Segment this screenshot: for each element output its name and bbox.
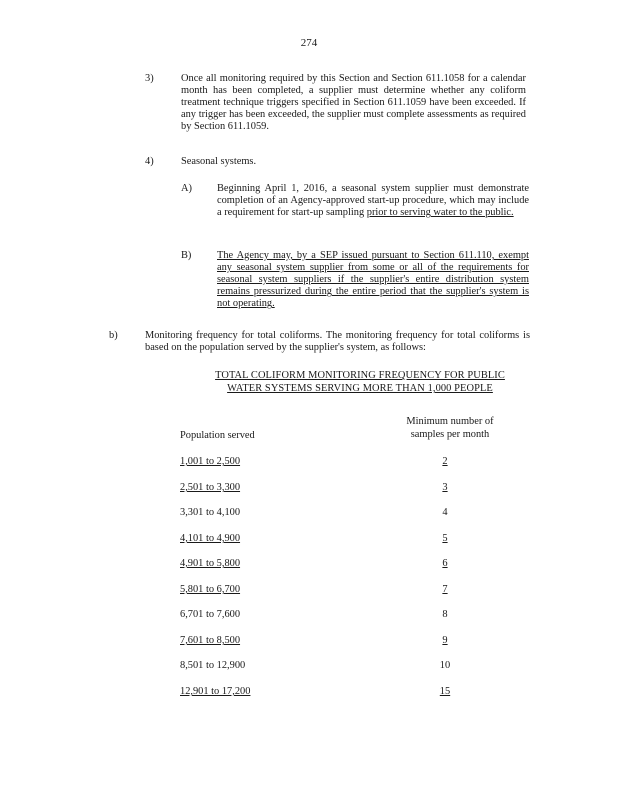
table-row-samples: 3 — [442, 482, 448, 493]
item-4-label: 4) — [145, 156, 154, 167]
table-row-samples: 4 — [442, 507, 448, 518]
column-header-samples — [395, 416, 505, 441]
item-3-label: 3) — [145, 73, 154, 84]
table-row-population: 5,801 to 6,700 — [180, 584, 241, 595]
table-row-population: 4,101 to 4,900 — [180, 533, 241, 544]
item-b-text — [145, 330, 530, 354]
table-row-population: 12,901 to 17,200 — [180, 686, 251, 697]
table-row-population: 7,601 to 8,500 — [180, 635, 241, 646]
table-row-samples: 9 — [442, 635, 448, 646]
table-row-population: 6,701 to 7,600 — [180, 609, 241, 620]
table-row-samples: 8 — [442, 609, 448, 620]
table-row-samples: 7 — [442, 584, 448, 595]
table-title-line1: TOTAL COLIFORM MONITORING FREQUENCY FOR PUBLIC — [215, 370, 505, 381]
table-row-samples: 5 — [442, 533, 448, 544]
table-row-population: 2,501 to 3,300 — [180, 482, 241, 493]
item-b-plain: Monitoring frequency for total coliforms. The monitoring frequency for total coliforms is based on the population served by the supplier's system, as follows: — [145, 330, 530, 354]
item-4b-label: B) — [181, 250, 192, 261]
item-4a-label: A) — [181, 183, 192, 194]
item-4a-text — [217, 183, 529, 219]
page-number: 274 — [300, 37, 318, 49]
item-4b-underlined: The Agency may, by a SEP issued pursuant to Section 611.110, exempt any seasonal system supplier from some or all of the requirements for seasonal system suppliers if the supplier's entire distribution system remains pressurized during the entire period that the supplier's system is not operating. — [217, 250, 529, 310]
table-row-population: 1,001 to 2,500 — [180, 456, 241, 467]
table-title-line2: WATER SYSTEMS SERVING MORE THAN 1,000 PEOPLE — [227, 383, 493, 394]
item-4a-plain: Beginning April 1, 2016, a seasonal system supplier must demonstrate completion of an Agency-approved start-up procedure, which may include a requirement for start-up sampling — [217, 183, 529, 219]
item-4-text: Seasonal systems. — [181, 156, 257, 167]
column-header-samples-line2: samples per month — [410, 428, 490, 440]
column-header-population: Population served — [180, 430, 255, 441]
table-row-population: 3,301 to 4,100 — [180, 507, 241, 518]
table-row-samples: 15 — [439, 686, 451, 697]
item-4a-underlined: prior to serving water to the public. — [366, 207, 514, 219]
table-row-samples: 2 — [442, 456, 448, 467]
table-row-samples: 6 — [442, 558, 448, 569]
table-row-population: 8,501 to 12,900 — [180, 660, 246, 671]
item-4b-text — [217, 250, 529, 310]
item-3-text — [181, 73, 526, 133]
table-title — [170, 369, 550, 395]
item-b-label: b) — [109, 330, 118, 341]
item-3-plain: Once all monitoring required by this Section and Section 611.1058 for a calendar month has been completed, a supplier must determine whether any coliform treatment technique triggers specified in Section 611.1059 have been exceeded. If any trigger has been exceeded, the supplier must complete assessments as required by Section 611.1059. — [181, 73, 526, 133]
table-row-population: 4,901 to 5,800 — [180, 558, 241, 569]
table-row-samples: 10 — [439, 660, 451, 671]
column-header-samples-line1: Minimum number of — [406, 416, 494, 427]
